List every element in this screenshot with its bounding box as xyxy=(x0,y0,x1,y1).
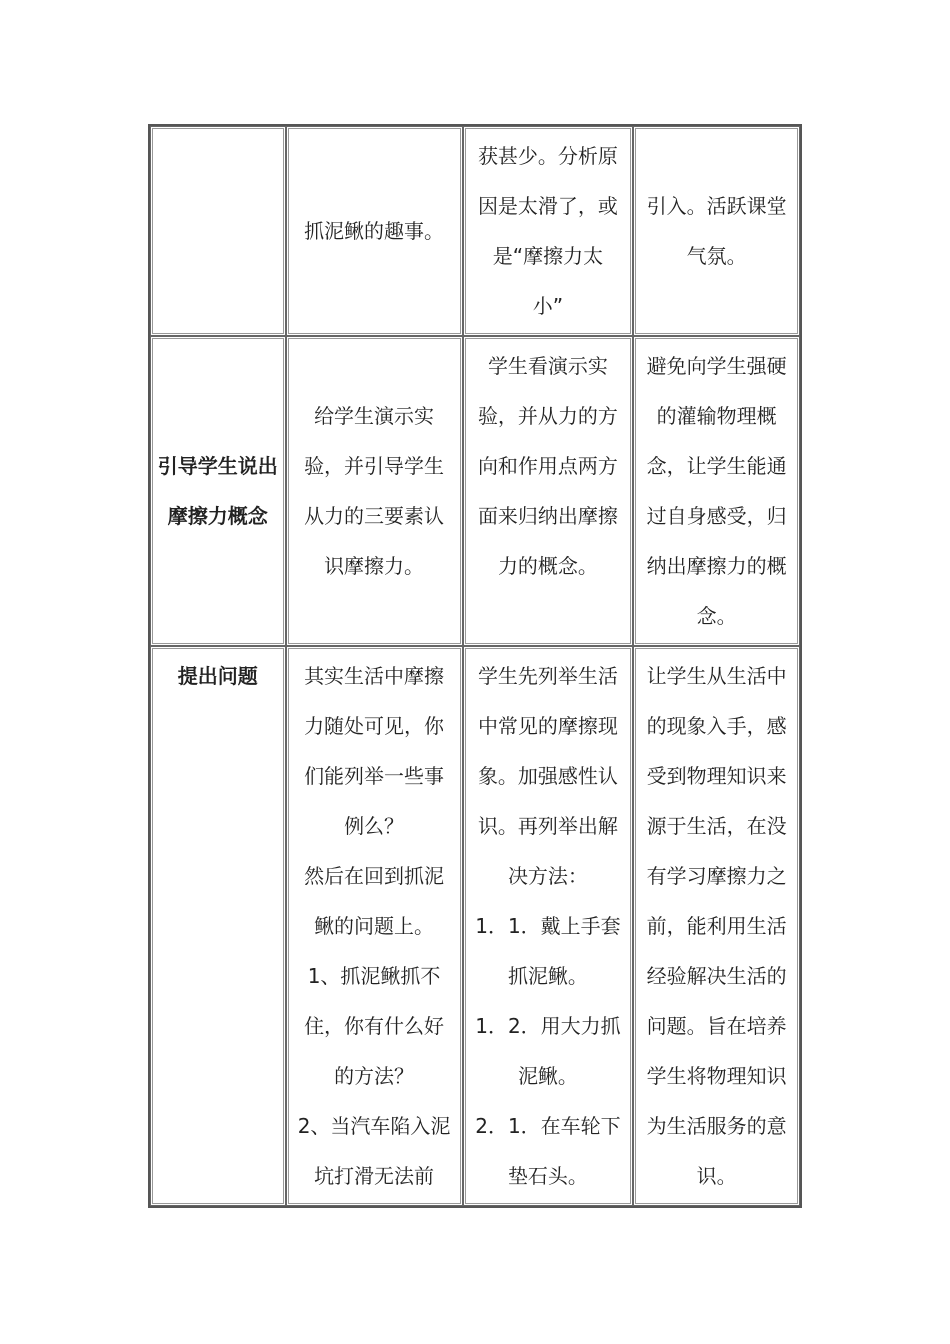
cell-text-line: 学生看演示实 xyxy=(487,354,608,378)
cell-design-intent xyxy=(633,646,800,1206)
cell-teacher-activity xyxy=(286,336,463,646)
cell-text-line: 是“摩擦力太 xyxy=(492,244,604,268)
cell-text-line: 的方法？ xyxy=(334,1064,415,1088)
cell-text-line: 问题。旨在培养 xyxy=(646,1014,787,1038)
lesson-plan-table xyxy=(148,124,802,1208)
table-row xyxy=(150,646,800,1206)
table-row xyxy=(150,336,800,646)
cell-text-line: 抓泥鳅。 xyxy=(507,964,588,988)
cell-text-line: 决方法： xyxy=(507,864,588,888)
cell-text-line: 向和作用点两方 xyxy=(477,454,618,478)
cell-text-line: 气氛。 xyxy=(686,244,747,268)
cell-design-intent xyxy=(633,126,800,336)
cell-text-line: 力随处可见，你 xyxy=(304,714,445,738)
table-row xyxy=(150,126,800,336)
cell-text-line: 面来归纳出摩擦 xyxy=(477,504,618,528)
cell-text-line: 引入。活跃课堂 xyxy=(646,194,787,218)
cell-design-intent xyxy=(633,336,800,646)
cell-text-line: 从力的三要素认 xyxy=(304,504,445,528)
cell-text-line: 垫石头。 xyxy=(507,1164,588,1188)
cell-text-line: 因是太滑了，或 xyxy=(477,194,618,218)
cell-text-line: 2．1．在车轮下 xyxy=(475,1114,621,1138)
cell-text-line: 小” xyxy=(532,294,564,318)
cell-text-line: 1．1．戴上手套 xyxy=(475,914,621,938)
cell-text-line: 提出问题 xyxy=(177,664,258,688)
cell-text-line: 验，并从力的方 xyxy=(477,404,618,428)
cell-text-line: 纳出摩擦力的概 xyxy=(646,554,787,578)
cell-text-line: 前，能利用生活 xyxy=(646,914,787,938)
cell-text-line: 抓泥鳅的趣事。 xyxy=(304,219,445,243)
cell-text-line: 经验解决生活的 xyxy=(646,964,787,988)
cell-text-line: 让学生从生活中 xyxy=(646,664,787,688)
cell-text-line: 有学习摩擦力之 xyxy=(646,864,787,888)
cell-text-line: 然后在回到抓泥 xyxy=(304,864,445,888)
cell-text-line: 鳅的问题上。 xyxy=(314,914,435,938)
cell-text-line: 给学生演示实 xyxy=(314,404,435,428)
cell-text-line: 受到物理知识来 xyxy=(646,764,787,788)
cell-text-line: 摩擦力概念 xyxy=(167,504,268,528)
cell-text-line: 泥鳅。 xyxy=(517,1064,578,1088)
cell-text-line: 引导学生说出 xyxy=(157,454,278,478)
cell-stage xyxy=(150,646,286,1206)
cell-text-line: 力的概念。 xyxy=(497,554,598,578)
cell-text-line: 其实生活中摩擦 xyxy=(304,664,445,688)
cell-text-line: 象。加强感性认 xyxy=(477,764,618,788)
cell-stage xyxy=(150,126,286,336)
cell-teacher-activity xyxy=(286,646,463,1206)
cell-stage xyxy=(150,336,286,646)
cell-text-line: 住，你有什么好 xyxy=(304,1014,445,1038)
cell-text-line: 识。 xyxy=(696,1164,737,1188)
cell-text-line: 获甚少。分析原 xyxy=(477,144,618,168)
cell-text-line: 2、当汽车陷入泥 xyxy=(297,1114,451,1138)
cell-text-line: 验，并引导学生 xyxy=(304,454,445,478)
cell-text-line: 例么？ xyxy=(344,814,405,838)
cell-text-line: 避免向学生强硬 xyxy=(646,354,787,378)
cell-text-line: 学生将物理知识 xyxy=(646,1064,787,1088)
cell-text-line: 的灌输物理概 xyxy=(656,404,777,428)
cell-student-activity xyxy=(463,336,634,646)
cell-student-activity xyxy=(463,646,634,1206)
cell-text-line: 学生先列举生活 xyxy=(477,664,618,688)
cell-text-line: 们能列举一些事 xyxy=(304,764,445,788)
cell-text-line: 坑打滑无法前 xyxy=(314,1164,435,1188)
cell-text-line: 念。 xyxy=(696,604,737,628)
cell-text-line: 的现象入手，感 xyxy=(646,714,787,738)
cell-text-line: 源于生活，在没 xyxy=(646,814,787,838)
cell-text-line: 1．2．用大力抓 xyxy=(475,1014,621,1038)
cell-text-line: 1、抓泥鳅抓不 xyxy=(307,964,441,988)
cell-text-line: 识摩擦力。 xyxy=(324,554,425,578)
cell-text-line: 过自身感受，归 xyxy=(646,504,787,528)
cell-student-activity xyxy=(463,126,634,336)
cell-text-line: 念，让学生能通 xyxy=(646,454,787,478)
cell-text-line: 识。再列举出解 xyxy=(477,814,618,838)
cell-text-line: 中常见的摩擦现 xyxy=(477,714,618,738)
cell-text-line: 为生活服务的意 xyxy=(646,1114,787,1138)
cell-teacher-activity xyxy=(286,126,463,336)
